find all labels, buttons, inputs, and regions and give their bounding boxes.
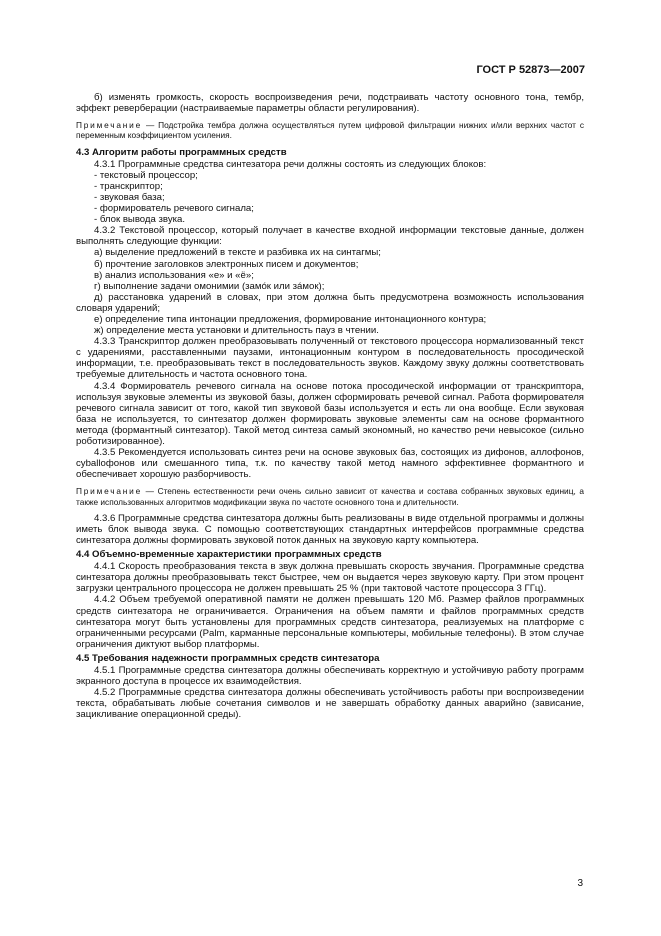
list-item: - звуковая база; [94, 191, 165, 203]
list-item: - текстовый процессор; [94, 169, 198, 181]
list-item: а) выделение предложений в тексте и разбивка их на синтагмы; [94, 247, 381, 259]
list-item: - блок вывода звука. [94, 214, 186, 226]
document-body [76, 92, 584, 721]
list-item: - транскриптор; [94, 180, 163, 192]
paragraph: б) изменять громкость, скорость воспроизведения речи, подстраивать частоту основного тона, тембр, эффект реверберации (настраиваемые параметры области регулирования). [76, 92, 584, 115]
list-item: б) прочтение заголовков электронных писем и документов; [94, 258, 359, 270]
section-heading: 4.5 Требования надежности программных средств синтезатора [76, 652, 380, 664]
paragraph: 4.4.1 Скорость преобразования текста в звук должна превышать скорость звучания. Программные средства синтезатора должны преобразовывать текст быстрее, чем он выдается через звуковую карту. При этом процент загрузки центрального процессора не должен превышать 25 % (при тактовой частоте процессора 3 ГГц). [76, 561, 584, 595]
paragraph: 4.3.5 Рекомендуется использовать синтез речи на основе звуковых баз, состоящих из дифонов, аллофонов, суballофонов или смешанного типа, т.к. по качеству такой метод намного эффективнее формантного и обеспечивает хорошую разборчивость. [76, 447, 584, 481]
paragraph: 4.4.2 Объем требуемой оперативной памяти не должен превышать 120 Мб. Размер файлов программных средств синтезатора не ограничивается. Ограничения на объем памяти и файлов программных средств синтезатора могут быть установлены для программных средств синтезатора, реализуемых на платформе с ограниченными ресурсами (Palm, карманные персональные компьютеры, мобильные телефоны). В этом случае ограничения диктуют выбор платформы. [76, 594, 584, 650]
list-item: г) выполнение задачи омонимии (замóк или зáмок); [94, 280, 325, 292]
note-paragraph [76, 486, 584, 506]
paragraph: 4.5.1 Программные средства синтезатора должны обеспечивать корректную и устойчивую работу программ экранного доступа в процессе их взаимодействия. [76, 665, 584, 688]
note-label: Примечание [76, 120, 143, 131]
list-item: в) анализ использования «е» и «ё»; [94, 269, 254, 281]
list-item: ж) определение места установки и длительность пауз в чтении. [94, 325, 379, 337]
section-heading: 4.4 Объемно-временные характеристики программных средств [76, 549, 382, 561]
note-text: — Подстройка тембра должна осуществляться путем цифровой фильтрации нижних и/или верхних частот с переменным коэффициентом усиления. [76, 120, 584, 141]
list-item: д) расстановка ударений в словах, при этом должна быть предусмотрена возможность использования словаря ударений; [76, 291, 584, 314]
paragraph: 4.3.3 Транскриптор должен преобразовывать полученный от текстового процессора нормализованный текст с ударениями, расставленными паузами, интонационным контуром в последовательность просодической информации, т.е. преобразовывать текст в последовательность звуков. Каждому звуку должны соответствовать требуемые длительность и частота основного тона. [76, 336, 584, 381]
note-text: — Степень естественности речи очень сильно зависит от качества и состава собранных звуковых единиц, а также использованных алгоритмов модификации звука по частоте основного тона и длительности. [76, 486, 584, 507]
page-number: 3 [577, 878, 583, 889]
paragraph: 4.3.2 Текстовой процессор, который получает в качестве входной информации текстовые данные, должен выполнять следующие функции: [76, 225, 584, 248]
paragraph: 4.5.2 Программные средства синтезатора должны обеспечивать устойчивость работы при воспроизведении текста, обрабатывать любые сочетания символов и не завершать обработку данных аварийно (зависание, зацикливание операционной среды). [76, 687, 584, 721]
section-heading: 4.3 Алгоритм работы программных средств [76, 146, 287, 158]
note-label: Примечание [76, 486, 143, 497]
note-paragraph [76, 120, 584, 140]
list-item: е) определение типа интонации предложения, формирование интонационного контура; [94, 314, 487, 325]
document-header: ГОСТ Р 52873—2007 [476, 64, 585, 76]
paragraph: 4.3.6 Программные средства синтезатора должны быть реализованы в виде отдельной программы и должны иметь блок вывода звука. С помощью соответствующих стандартных интерфейсов программные средства синтезатора должны формировать звуковой поток данных на звуковую карту компьютера. [76, 512, 584, 546]
list-item: - формирователь речевого сигнала; [94, 203, 254, 215]
paragraph: 4.3.4 Формирователь речевого сигнала на основе потока просодической информации от транскриптора, используя звуковые элементы из звуковой базы, должен сформировать речевой сигнал. Работа формирователя речевого сигнала зависит от того, какой тип звуковой базы используется и есть ли она вообще. Если звуковая база не используется, то синтезатор должен формировать звуковые элементы сам на основе формантного метода (формантный синтезатор). Такой метод синтеза самый экономный, но качество речи невысокое (сильно роботизированное). [76, 380, 584, 448]
paragraph: 4.3.1 Программные средства синтезатора речи должны состоять из следующих блоков: [94, 158, 487, 170]
